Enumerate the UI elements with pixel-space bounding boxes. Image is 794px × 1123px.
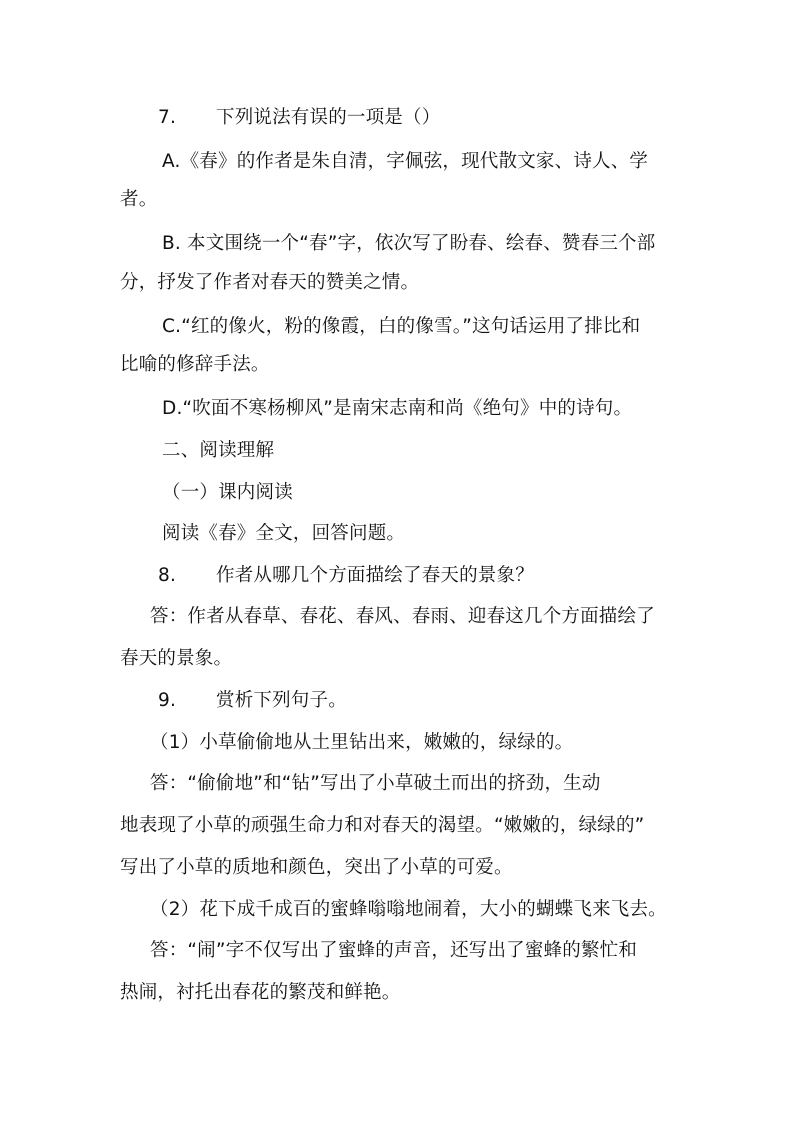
answer-9-1-line-2: 地表现了小草的顽强生命力和对春天的渴望。“嫩嫩的，绿绿的” [120,815,645,836]
question-9-stem [158,689,718,713]
sentence-2: （2）花下成千成百的蜜蜂嗡嗡地闹着，大小的蝴蝶飞来飞去。 [150,899,667,920]
option-c-line-2: 比喻的修辞手法。 [120,354,270,375]
option-c-line-1: C.“红的像火，粉的像霞，白的像雪。”这句话运用了排比和 [162,316,641,337]
option-d-line-1: D.“吹面不寒杨柳风”是南宋志南和尚《绝句》中的诗句。 [162,398,633,419]
option-a-line-1: A.《春》的作者是朱自清，字佩弦，现代散文家、诗人、学 [162,151,649,172]
answer-9-2-line-1: 答：“闹”字不仅写出了蜜蜂的声音，还写出了蜜蜂的繁忙和 [150,940,638,961]
section-heading: 二、阅读理解 [162,440,275,461]
question-text: 下列说法有误的一项是（） [216,107,441,128]
answer-9-1-line-1: 答：“偷偷地”和“钻”写出了小草破土而出的挤劲，生动 [150,773,601,794]
question-8-stem [158,564,718,588]
question-number: 7. [158,107,177,128]
question-number: 9. [158,690,177,711]
option-b-line-2: 分，抒发了作者对春天的赞美之情。 [120,272,420,293]
answer-8-line-2: 春天的景象。 [120,648,233,669]
question-text: 作者从哪几个方面描绘了春天的景象？ [216,565,534,586]
sentence-1: （1）小草偷偷地从土里钻出来，嫩嫩的，绿绿的。 [150,732,574,753]
sub-heading: （一）课内阅读 [162,482,293,503]
question-number: 8. [158,565,177,586]
answer-9-1-line-3: 写出了小草的质地和颜色，突出了小草的可爱。 [120,857,513,878]
option-b-line-1: B. 本文围绕一个“春”字，依次写了盼春、绘春、赞春三个部 [162,233,656,254]
option-a-line-2: 者。 [120,189,158,210]
question-7-stem [158,106,718,130]
answer-9-2-line-2: 热闹，衬托出春花的繁茂和鲜艳。 [120,982,401,1003]
question-text: 赏析下列句子。 [216,690,347,711]
answer-8-line-1: 答：作者从春草、春花、春风、春雨、迎春这几个方面描绘了 [150,606,655,627]
reading-instruction: 阅读《春》全文，回答问题。 [162,523,406,544]
